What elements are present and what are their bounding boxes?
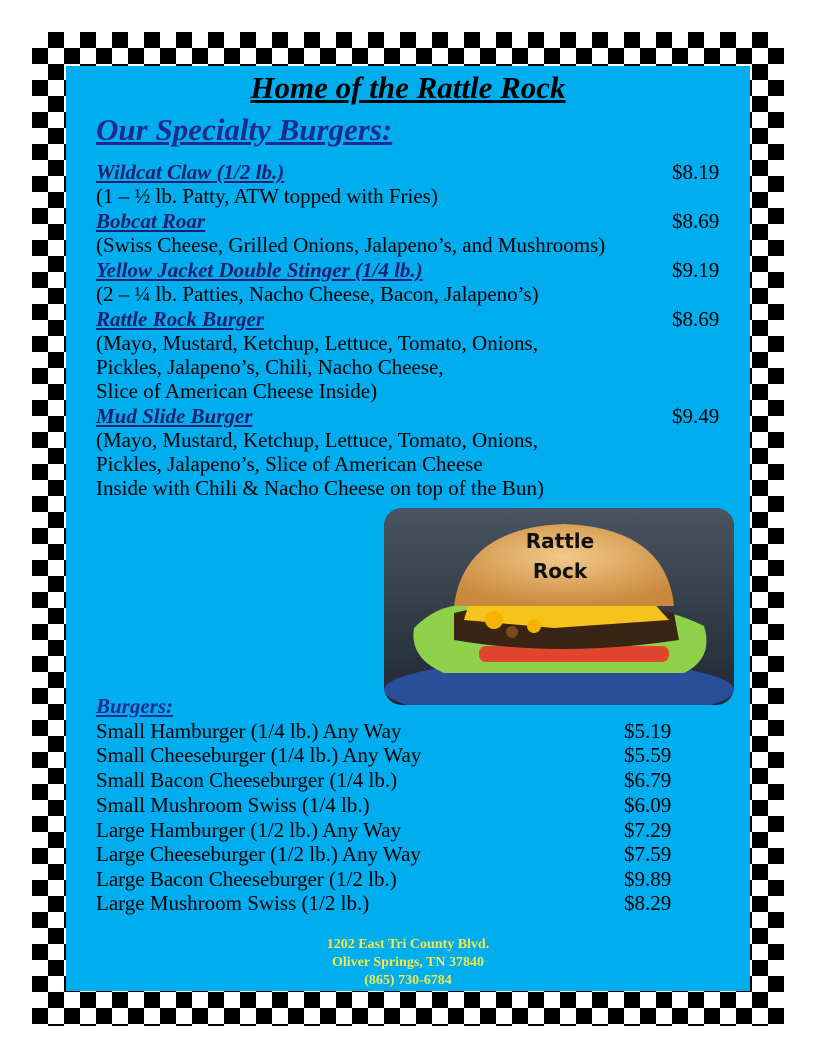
item-price: $9.19: [672, 258, 720, 282]
burger-photo: [384, 508, 734, 705]
item-description: (1 – ½ lb. Patty, ATW topped with Fries): [96, 184, 438, 208]
item-description: Pickles, Jalapeno’s, Chili, Nacho Cheese,: [96, 355, 444, 379]
item-description: Slice of American Cheese Inside): [96, 379, 378, 403]
item-price: $6.79: [624, 768, 672, 792]
item-name: Rattle Rock Burger: [96, 307, 265, 331]
list-item: [96, 258, 423, 282]
item-price: $8.29: [624, 891, 672, 915]
item-price: $8.69: [672, 307, 720, 331]
page-title: Home of the Rattle Rock: [250, 70, 566, 105]
item-description: Pickles, Jalapeno’s, Slice of American Cheese: [96, 452, 483, 476]
item-price: $6.09: [624, 793, 672, 817]
item-description: (2 – ¼ lb. Patties, Nacho Cheese, Bacon, Jalapeno’s): [96, 282, 539, 306]
item-description: (Swiss Cheese, Grilled Onions, Jalapeno’s, and Mushrooms): [96, 233, 606, 257]
item-price: $8.19: [672, 160, 720, 184]
caption-line: Rock: [532, 559, 588, 583]
list-item: Small Mushroom Swiss (1/4 lb.): [96, 793, 370, 817]
list-item: Large Bacon Cheeseburger (1/2 lb.): [96, 867, 397, 891]
footer-phone: (865) 730-6784: [364, 973, 452, 988]
item-name: Mud Slide Burger: [96, 404, 253, 428]
specialty-heading: Our Specialty Burgers:: [96, 112, 393, 147]
item-price: $9.49: [672, 404, 720, 428]
list-item: Small Bacon Cheeseburger (1/4 lb.): [96, 768, 398, 792]
item-description: (Mayo, Mustard, Ketchup, Lettuce, Tomato, Onions,: [96, 428, 538, 452]
list-item: Large Hamburger (1/2 lb.) Any Way: [96, 818, 402, 842]
list-item: [96, 160, 284, 184]
item-price: $7.59: [624, 842, 672, 866]
item-name: Yellow Jacket Double Stinger (1/4 lb.): [96, 258, 423, 282]
list-item: [96, 307, 264, 331]
burgers-heading: Burgers:: [96, 694, 174, 718]
item-description: Inside with Chili & Nacho Cheese on top of the Bun): [96, 476, 544, 500]
photo-caption: [500, 526, 620, 586]
list-item: Large Mushroom Swiss (1/2 lb.): [96, 891, 370, 915]
footer-address-line1: 1202 East Tri County Blvd.: [326, 937, 490, 952]
list-item: [96, 404, 252, 428]
item-price: $7.29: [624, 818, 672, 842]
list-item: [96, 209, 205, 233]
caption-line: Rattle: [525, 529, 595, 553]
footer-address-line2: Oliver Springs, TN 37840: [332, 955, 484, 970]
item-name: Wildcat Claw (1/2 lb.): [96, 160, 285, 184]
item-price: $8.69: [672, 209, 720, 233]
list-item: Small Cheeseburger (1/4 lb.) Any Way: [96, 743, 422, 767]
item-price: $5.59: [624, 743, 672, 767]
item-price: $9.89: [624, 867, 672, 891]
item-price: $5.19: [624, 719, 672, 743]
item-name: Bobcat Roar: [96, 209, 206, 233]
item-description: (Mayo, Mustard, Ketchup, Lettuce, Tomato, Onions,: [96, 331, 538, 355]
list-item: Large Cheeseburger (1/2 lb.) Any Way: [96, 842, 421, 866]
list-item: Small Hamburger (1/4 lb.) Any Way: [96, 719, 402, 743]
